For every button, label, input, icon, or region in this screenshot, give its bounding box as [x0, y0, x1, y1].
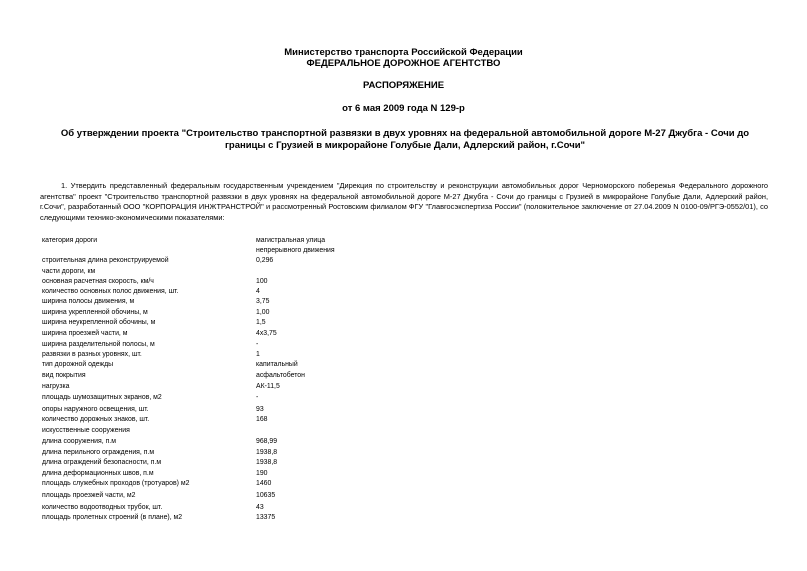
- indicator-value: 1,00: [256, 309, 270, 316]
- indicator-value: 93: [256, 406, 264, 413]
- indicator-value: 13375: [256, 514, 276, 521]
- indicator-value: 1938,8: [256, 449, 278, 456]
- indicator-name: ширина полосы движения, м: [42, 298, 135, 305]
- indicator-value: 43: [256, 504, 264, 511]
- indicator-name: ширина неукрепленной обочины, м: [42, 319, 156, 326]
- indicator-name: основная расчетная скорость, км/ч: [42, 278, 154, 285]
- indicator-value: магистральная улица: [256, 237, 326, 244]
- indicator-name: площадь проезжей части, м2: [42, 492, 136, 499]
- indicator-value: 1: [256, 351, 260, 358]
- indicator-name: искусственные сооружения: [42, 427, 130, 434]
- indicator-name: длина сооружения, п.м: [42, 438, 116, 445]
- indicator-name: категория дороги: [42, 237, 98, 244]
- indicator-name: площадь пролетных строений (в плане), м2: [42, 514, 183, 521]
- indicator-value: 168: [256, 416, 268, 423]
- indicator-name: развязки в разных уровнях, шт.: [42, 351, 142, 358]
- indicator-value: -: [256, 394, 259, 401]
- indicator-value: 968,99: [256, 438, 278, 445]
- indicator-name: длина ограждений безопасности, п.м: [42, 459, 162, 466]
- indicator-name: опоры наружного освещения, шт.: [42, 406, 149, 413]
- indicator-name: длина деформационных швов, п.м: [42, 470, 154, 477]
- document-title: Об утверждении проекта "Строительство транспортной развязки в двух уровнях на федеральной автомобильной дороге М-27 Джубга - Сочи до границы с Грузией в микрорайоне Голубые Дали, Адлерский район, г.Сочи": [60, 128, 750, 151]
- ministry-heading: Министерство транспорта Российской Федерации: [284, 47, 523, 58]
- indicator-value: 190: [256, 470, 268, 477]
- indicator-value: 0,296: [256, 257, 274, 264]
- indicator-value: капитальный: [256, 361, 298, 368]
- document-type: РАСПОРЯЖЕНИЕ: [362, 80, 445, 91]
- indicator-value: 1938,8: [256, 459, 278, 466]
- document-date-number: от 6 мая 2009 года N 129-р: [342, 103, 465, 114]
- indicator-value: -: [256, 341, 259, 348]
- indicator-name: нагрузка: [42, 383, 70, 390]
- indicator-name: ширина укрепленной обочины, м: [42, 309, 148, 316]
- indicator-name: площадь служебных проходов (тротуаров) м2: [42, 480, 190, 487]
- indicator-value: 1,5: [256, 319, 266, 326]
- indicator-name: ширина разделительной полосы, м: [42, 341, 155, 348]
- indicator-value: 100: [256, 278, 268, 285]
- indicator-value: непрерывного движения: [256, 247, 335, 254]
- indicator-name: количество дорожных знаков, шт.: [42, 416, 150, 423]
- indicator-value: 3,75: [256, 298, 270, 305]
- indicator-name: тип дорожной одежды: [42, 361, 114, 368]
- indicator-value: АК-11,5: [256, 383, 280, 390]
- indicator-name: ширина проезжей части, м: [42, 330, 128, 337]
- indicator-name: вид покрытия: [42, 372, 86, 379]
- indicator-name: части дороги, км: [42, 268, 96, 275]
- indicator-value: 10635: [256, 492, 276, 499]
- indicator-value: асфальтобетон: [256, 372, 305, 379]
- indicator-name: количество основных полос движения, шт.: [42, 288, 179, 295]
- indicator-value: 4: [256, 288, 260, 295]
- indicator-name: площадь шумозащитных экранов, м2: [42, 394, 162, 401]
- indicator-name: строительная длина реконструируемой: [42, 257, 169, 264]
- indicator-name: количество водоотводных трубок, шт.: [42, 504, 163, 511]
- indicator-value: 4х3,75: [256, 330, 277, 337]
- agency-heading: ФЕДЕРАЛЬНОЕ ДОРОЖНОЕ АГЕНТСТВО: [306, 58, 501, 69]
- indicator-name: длина перильного ограждения, п.м: [42, 449, 155, 456]
- body-paragraph: 1. Утвердить представленный федеральным государственным учреждением "Дирекция по строительству и реконструкции автомобильных дорог Черноморского побережья Федерального дорожного агентства" проект "Строительство транспортной развязки в двух уровнях на федеральной автомобильной дороге М-27 Джубга - Сочи до границы с Грузией в микрорайоне Голубые Дали, Адлерский район, г.Сочи", разработанный ООО "КОРПОРАЦИЯ ИНЖТРАНСТРОЙ" и рассмотренный Ростовским филиалом ФГУ "Главгосэкспертиза России" (положительное заключение от 27.04.2009 N 0100-09/РГЭ-0552/01), со следующими технико-экономическими показателями:: [40, 181, 768, 222]
- indicator-value: 1460: [256, 480, 272, 487]
